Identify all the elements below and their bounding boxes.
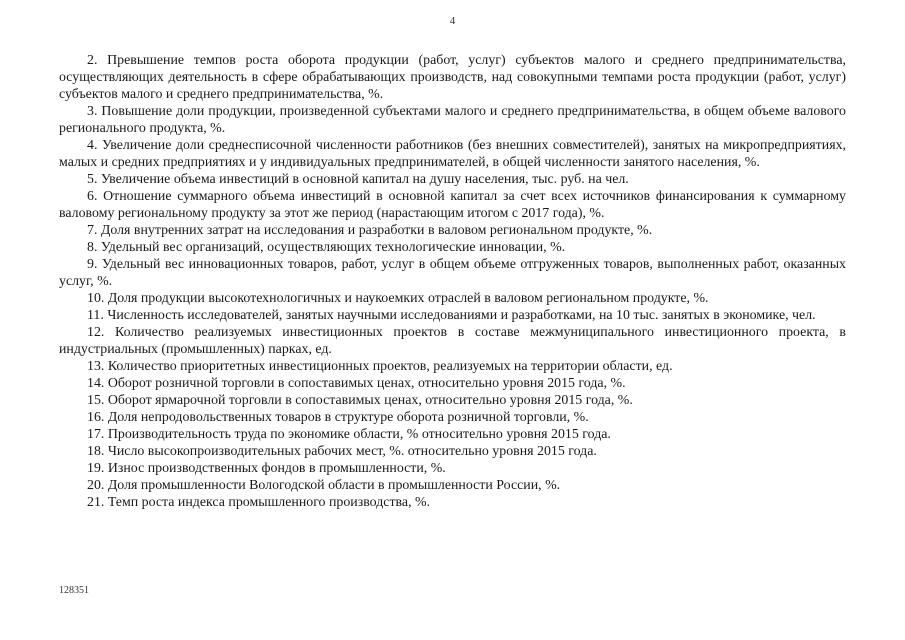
list-item: 21. Темп роста индекса промышленного производства, %. [87,495,431,510]
list-item: 3. Повышение доли продукции, произведенной субъектами малого и среднего предпринимательства, в общем объеме валового регионального продукта, %. [59,104,846,136]
list-item: 11. Численность исследователей, занятых научными исследованиями и разработками, на 10 тыс. занятых в экономике, чел. [87,308,816,323]
list-item: 10. Доля продукции высокотехнологичных и наукоемких отраслей в валовом региональном продукте, %. [87,291,709,306]
list-item: 14. Оборот розничной торговли в сопоставимых ценах, относительно уровня 2015 года, %. [87,376,626,391]
list-item: 13. Количество приоритетных инвестиционных проектов, реализуемых на территории области, ед. [87,359,673,374]
document-body [59,52,846,511]
list-item: 16. Доля непродовольственных товаров в структуре оборота розничной торговли, %. [87,410,589,425]
list-item: 8. Удельный вес организаций, осуществляющих технологические инновации, %. [87,240,566,255]
list-item: 4. Увеличение доли среднесписочной численности работников (без внешних совместителей), занятых на микропредприятиях, малых и средних предприятиях и у индивидуальных предпринимателей, в общей численности занятого населения, %. [59,138,846,170]
list-item: 19. Износ производственных фондов в промышленности, %. [87,461,446,476]
list-item: 12. Количество реализуемых инвестиционных проектов в составе межмуниципального инвестиционного проекта, в индустриальных (промышленных) парках, ед. [59,325,846,357]
document-code: 128351 [59,585,89,596]
list-item: 6. Отношение суммарного объема инвестиций в основной капитал за счет всех источников финансирования к суммарному валовому региональному продукту за этот же период (нарастающим итогом с 2017 года), %. [59,189,846,221]
page-number: 4 [449,15,456,27]
list-item: 20. Доля промышленности Вологодской области в промышленности России, %. [87,478,561,493]
list-item: 7. Доля внутренних затрат на исследования и разработки в валовом региональном продукте, %. [87,223,653,238]
list-item: 15. Оборот ярмарочной торговли в сопоставимых ценах, относительно уровня 2015 года, %. [87,393,633,408]
list-item: 5. Увеличение объема инвестиций в основной капитал на душу населения, тыс. руб. на чел. [87,172,629,187]
list-item: 9. Удельный вес инновационных товаров, работ, услуг в общем объеме отгруженных товаров, выполненных работ, оказанных услуг, %. [59,257,846,289]
list-item: 18. Число высокопроизводительных рабочих мест, %. относительно уровня 2015 года. [87,444,597,459]
list-item: 2. Превышение темпов роста оборота продукции (работ, услуг) субъектов малого и среднего предпринимательства, осуществляющих деятельность в сфере обрабатывающих производств, над совокупными темпами роста продукции (работ, услуг) субъектов малого и среднего предпринимательства, %. [59,53,846,102]
list-item: 17. Производительность труда по экономике области, % относительно уровня 2015 года. [87,427,611,442]
